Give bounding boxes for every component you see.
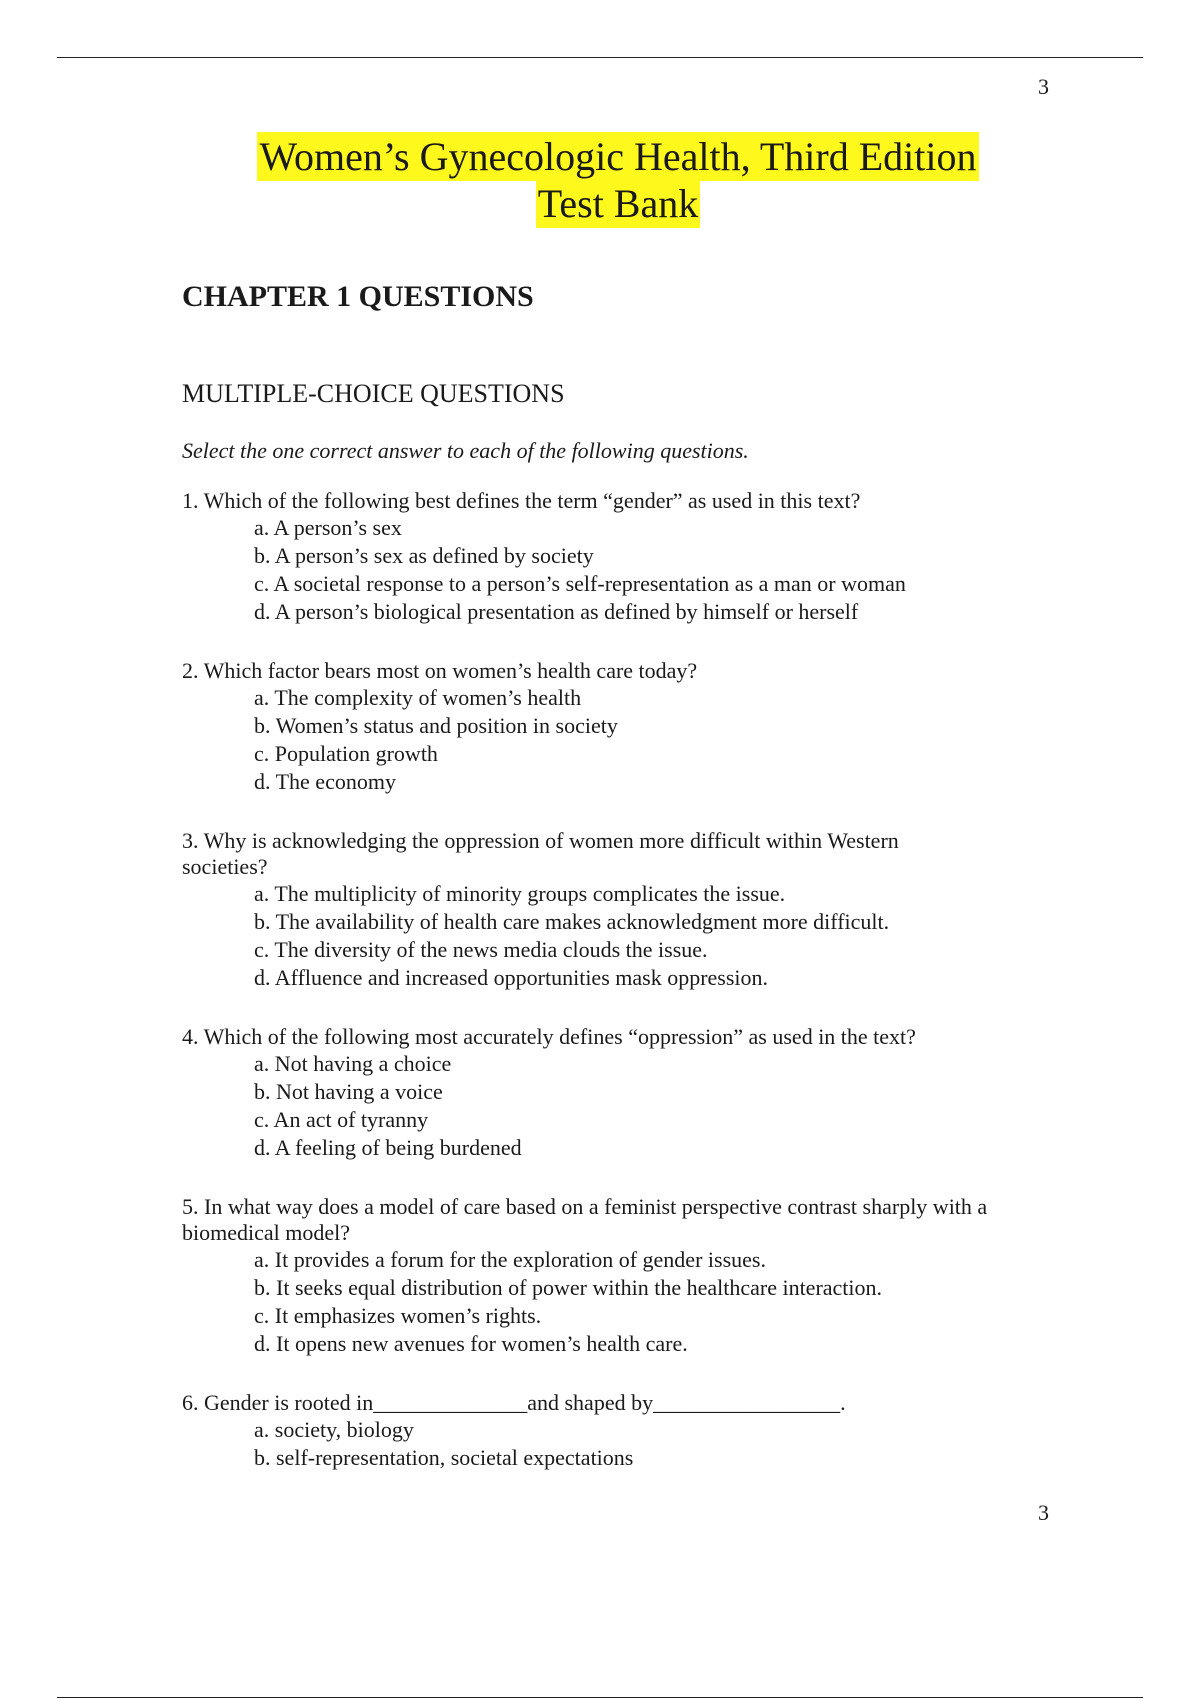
question-3 — [182, 828, 1022, 992]
option-list — [182, 880, 1022, 992]
page-number-bottom: 3 — [1038, 1500, 1049, 1525]
option-c: c. A societal response to a person’s self-representation as a man or woman — [254, 571, 906, 596]
question-4 — [182, 1024, 1022, 1162]
option-list — [182, 1416, 1022, 1472]
option-d: d. The economy — [254, 769, 396, 794]
option-c: c. An act of tyranny — [254, 1107, 429, 1132]
document-title — [0, 133, 1200, 227]
option-a: a. The complexity of women’s health — [254, 685, 582, 710]
option-b: b. Women’s status and position in society — [254, 713, 618, 738]
question-text: 1. Which of the following best defines the term “gender” as used in this text? — [182, 488, 861, 513]
option-d: d. A person’s biological presentation as defined by himself or herself — [254, 599, 859, 624]
option-list — [182, 1246, 1022, 1358]
question-5 — [182, 1194, 1022, 1358]
question-text: 6. Gender is rooted in______________and shaped by_________________. — [182, 1390, 846, 1415]
option-a: a. It provides a forum for the exploration of gender issues. — [254, 1247, 766, 1272]
option-list — [182, 1050, 1022, 1162]
option-list — [182, 514, 1022, 626]
question-text: 2. Which factor bears most on women’s health care today? — [182, 658, 698, 683]
question-6 — [182, 1390, 1022, 1472]
question-text: 4. Which of the following most accurately defines “oppression” as used in the text? — [182, 1024, 916, 1049]
page-content — [182, 274, 1022, 1504]
question-2 — [182, 658, 1022, 796]
question-1 — [182, 488, 1022, 626]
question-text: 5. In what way does a model of care based on a feminist perspective contrast sharply with a biomedical model? — [182, 1194, 988, 1245]
option-a: a. Not having a choice — [254, 1051, 452, 1076]
option-a: a. A person’s sex — [254, 515, 402, 540]
title-line-2: Test Bank — [537, 181, 699, 226]
page-number-top: 3 — [1038, 74, 1049, 99]
instructions: Select the one correct answer to each of the following questions. — [182, 438, 749, 463]
option-c: c. The diversity of the news media clouds the issue. — [254, 937, 708, 962]
option-a: a. society, biology — [254, 1417, 414, 1442]
option-b: b. Not having a voice — [254, 1079, 443, 1104]
title-line-1: Women’s Gynecologic Health, Third Edition — [259, 134, 977, 179]
option-a: a. The multiplicity of minority groups complicates the issue. — [254, 881, 786, 906]
option-b: b. A person’s sex as defined by society — [254, 543, 594, 568]
option-b: b. The availability of health care makes acknowledgment more difficult. — [254, 909, 890, 934]
option-b: b. It seeks equal distribution of power within the healthcare interaction. — [254, 1275, 883, 1300]
option-d: d. Affluence and increased opportunities mask oppression. — [254, 965, 769, 990]
option-c: c. It emphasizes women’s rights. — [254, 1303, 542, 1328]
bottom-rule — [57, 1697, 1143, 1698]
option-list — [182, 684, 1022, 796]
section-heading: MULTIPLE-CHOICE QUESTIONS — [182, 379, 565, 408]
top-rule — [57, 57, 1143, 58]
option-b: b. self-representation, societal expectations — [254, 1445, 634, 1470]
option-c: c. Population growth — [254, 741, 438, 766]
option-d: d. It opens new avenues for women’s health care. — [254, 1331, 688, 1356]
question-list — [182, 488, 1022, 1472]
option-d: d. A feeling of being burdened — [254, 1135, 522, 1160]
question-text: 3. Why is acknowledging the oppression of women more difficult within Western societies? — [182, 828, 899, 879]
chapter-heading: CHAPTER 1 QUESTIONS — [182, 280, 534, 313]
